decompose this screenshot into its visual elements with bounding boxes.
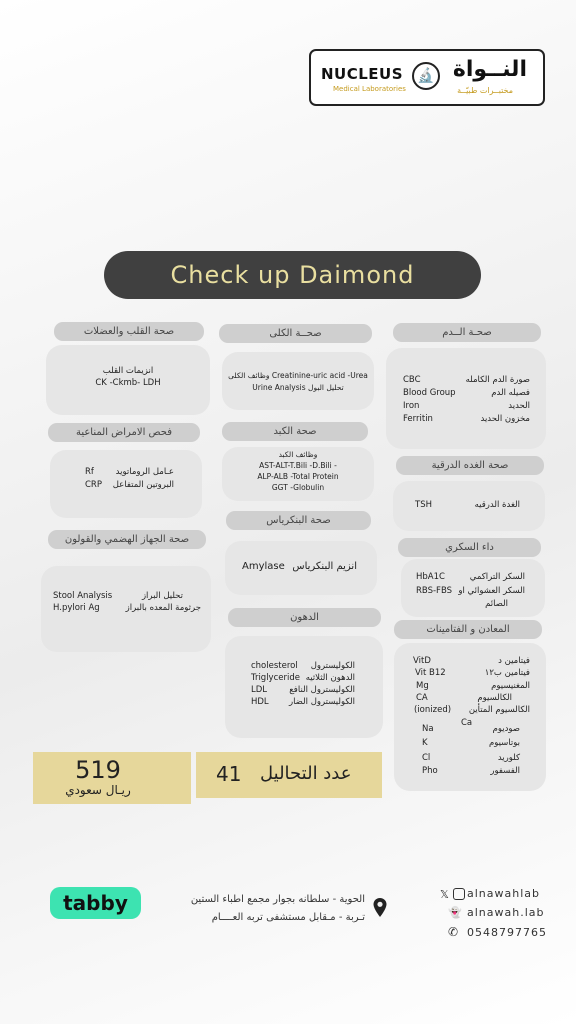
lipids-item-ar: الدهون الثلاثيه [305,673,355,683]
immune-item-en: Rf [85,467,94,477]
diabetes-item-en: RBS-FBS [416,586,453,596]
minerals-en: (ionized) [414,705,452,715]
blood-item-ar: صورة الدم الكامله [465,375,530,385]
section-card-thyroid [393,481,545,531]
minerals-ar: كلوريد [497,753,520,763]
thyroid-item-ar: الغدة الدرقيه [474,500,520,510]
phone-icon: ✆ [448,925,459,939]
test-count-label: عدد التحاليل [260,763,352,784]
liver-line-3: ALP-ALB -Total Protein [257,472,339,481]
test-count-box [196,752,382,798]
address-line-2: تـربة - مـقابل مستشفى تربه العــــام [211,912,365,923]
lab-logo [309,49,545,106]
section-card-minerals [394,643,546,791]
minerals-en: Pho [422,766,438,776]
minerals-ar: المغنيسيوم [491,681,530,691]
pancreas-item-en: Amylase [242,561,285,572]
lipids-item-en: Triglyceride [251,673,300,683]
address-line-1: الحوية - سلطانه بجوار مجمع اطباء الستين [190,894,365,905]
minerals-en: CA [416,693,428,703]
section-header-liver: صحة الكبد [222,422,368,441]
minerals-ar: الكالسيوم المتأين [468,705,530,715]
section-header-blood: صحـة الــدم [393,323,541,342]
section-card-kidney [222,352,374,410]
section-card-pancreas [225,541,377,595]
lipids-item-ar: الكوليسترول [310,661,355,671]
section-card-heart [46,345,210,415]
kidney-line-1: وظائف الكلى Creatinine-uric acid -Urea [228,371,368,380]
digestive-item-ar: جرثومة المعده بالبراز [125,603,201,613]
diabetes-item-ar: السكر التراكمي [469,572,525,582]
lipids-item-en: HDL [251,697,269,707]
tabby-logo: tabby [50,887,141,919]
section-header-thyroid: صحة الغده الدرقية [396,456,544,475]
section-header-lipids: الدهون [228,608,381,627]
minerals-ar: الفسفور [490,766,520,776]
test-count-value: 41 [216,762,242,786]
minerals-ar: الكالسيوم [477,693,512,703]
package-title: Check up Daimond [104,251,481,299]
blood-item-en: Ferritin [403,414,433,424]
liver-line-2: AST-ALT-T.Bili -D.Bili - [259,461,337,470]
minerals-ar: بوتاسيوم [488,738,520,748]
kidney-line-2: Urine Analysis تحليل البول [252,383,344,392]
section-header-minerals: المعادن و الفتامينات [394,620,542,639]
section-card-blood [386,348,546,449]
diabetes-item-ar-extra: الصائم [485,599,508,609]
phone-number[interactable]: 0548797765 [467,926,547,939]
section-header-diabetes: داء السكري [398,538,541,557]
pancreas-item-ar: انزيم البنكرياس [292,561,357,572]
logo-en-name: NUCLEUS [321,65,404,83]
blood-item-en: CBC [403,375,421,385]
digestive-item-en: Stool Analysis [53,591,113,601]
blood-item-ar: فصيله الدم [491,388,530,398]
minerals-en: Mg [416,681,429,691]
social-handle-1[interactable]: alnawahlab [467,887,540,900]
section-header-kidney: صحــة الكلى [219,324,372,343]
blood-item-en: Iron [403,401,420,411]
social-handle-2[interactable]: alnawah.lab [467,906,545,919]
diabetes-item-ar: السكر العشوائي او [458,586,525,596]
minerals-en: Vit B12 [415,668,446,678]
lipids-item-en: LDL [251,685,268,695]
section-header-digestive: صحة الجهاز الهضمي والقولون [48,530,206,549]
section-card-lipids [225,636,383,738]
liver-line-1: وظائف الكبد [278,450,318,459]
diabetes-item-en: HbA1C [416,572,445,582]
liver-line-4: GGT -Globulin [271,483,325,492]
minerals-en: Na [422,724,434,734]
snapchat-icon: 👻 [448,906,462,919]
digestive-item-ar: تحليل البراز [141,591,183,601]
logo-ar-name: النــواة [452,57,527,82]
section-card-liver [222,447,374,501]
immune-item-en: CRP [85,480,102,490]
section-header-immune: فحص الامراض المناعية [48,423,200,442]
heart-line-2: CK -Ckmb- LDH [95,378,161,388]
section-card-immune [50,450,202,518]
section-card-diabetes [401,559,545,617]
x-icon: 𝕏 [440,888,449,901]
minerals-en-ca: Ca [461,718,473,728]
logo-en-subtitle: Medical Laboratories [333,85,406,93]
price-box [33,752,191,804]
blood-item-en: Blood Group [403,388,456,398]
microscope-icon: 🔬 [412,62,440,90]
heart-line-1: انزيمات القلب [102,366,154,376]
lipids-item-ar: الكوليسترول النافع [289,685,355,695]
blood-item-ar: الحديد [508,401,530,411]
lipids-item-en: cholesterol [251,661,298,671]
minerals-ar: فيتامين ب١٢ [484,668,530,678]
immune-item-ar: البروتين المتفاعل [112,480,174,490]
immune-item-ar: عـامل الروماتويد [115,467,174,477]
lipids-item-ar: الكوليسترول الضار [288,697,355,707]
logo-ar-subtitle: مختبــرات طبيّــة [457,86,513,95]
thyroid-item-en: TSH [415,500,432,510]
minerals-ar: صوديوم [492,724,520,734]
price-currency: ريـال سعودي [65,783,131,797]
minerals-en: Cl [422,753,431,763]
price-value: 519 [75,756,121,784]
digestive-item-en: H.pylori Ag [53,603,100,613]
minerals-en: VitD [413,656,431,666]
section-card-digestive [41,566,211,652]
instagram-icon [453,888,465,900]
section-header-pancreas: صحة البنكرياس [226,511,371,530]
minerals-en: K [422,738,428,748]
section-header-heart: صحة القلب والعضلات [54,322,204,341]
blood-item-ar: مخزون الحديد [480,414,530,424]
location-pin-icon [372,897,388,919]
minerals-ar: فيتامين د [498,656,530,666]
